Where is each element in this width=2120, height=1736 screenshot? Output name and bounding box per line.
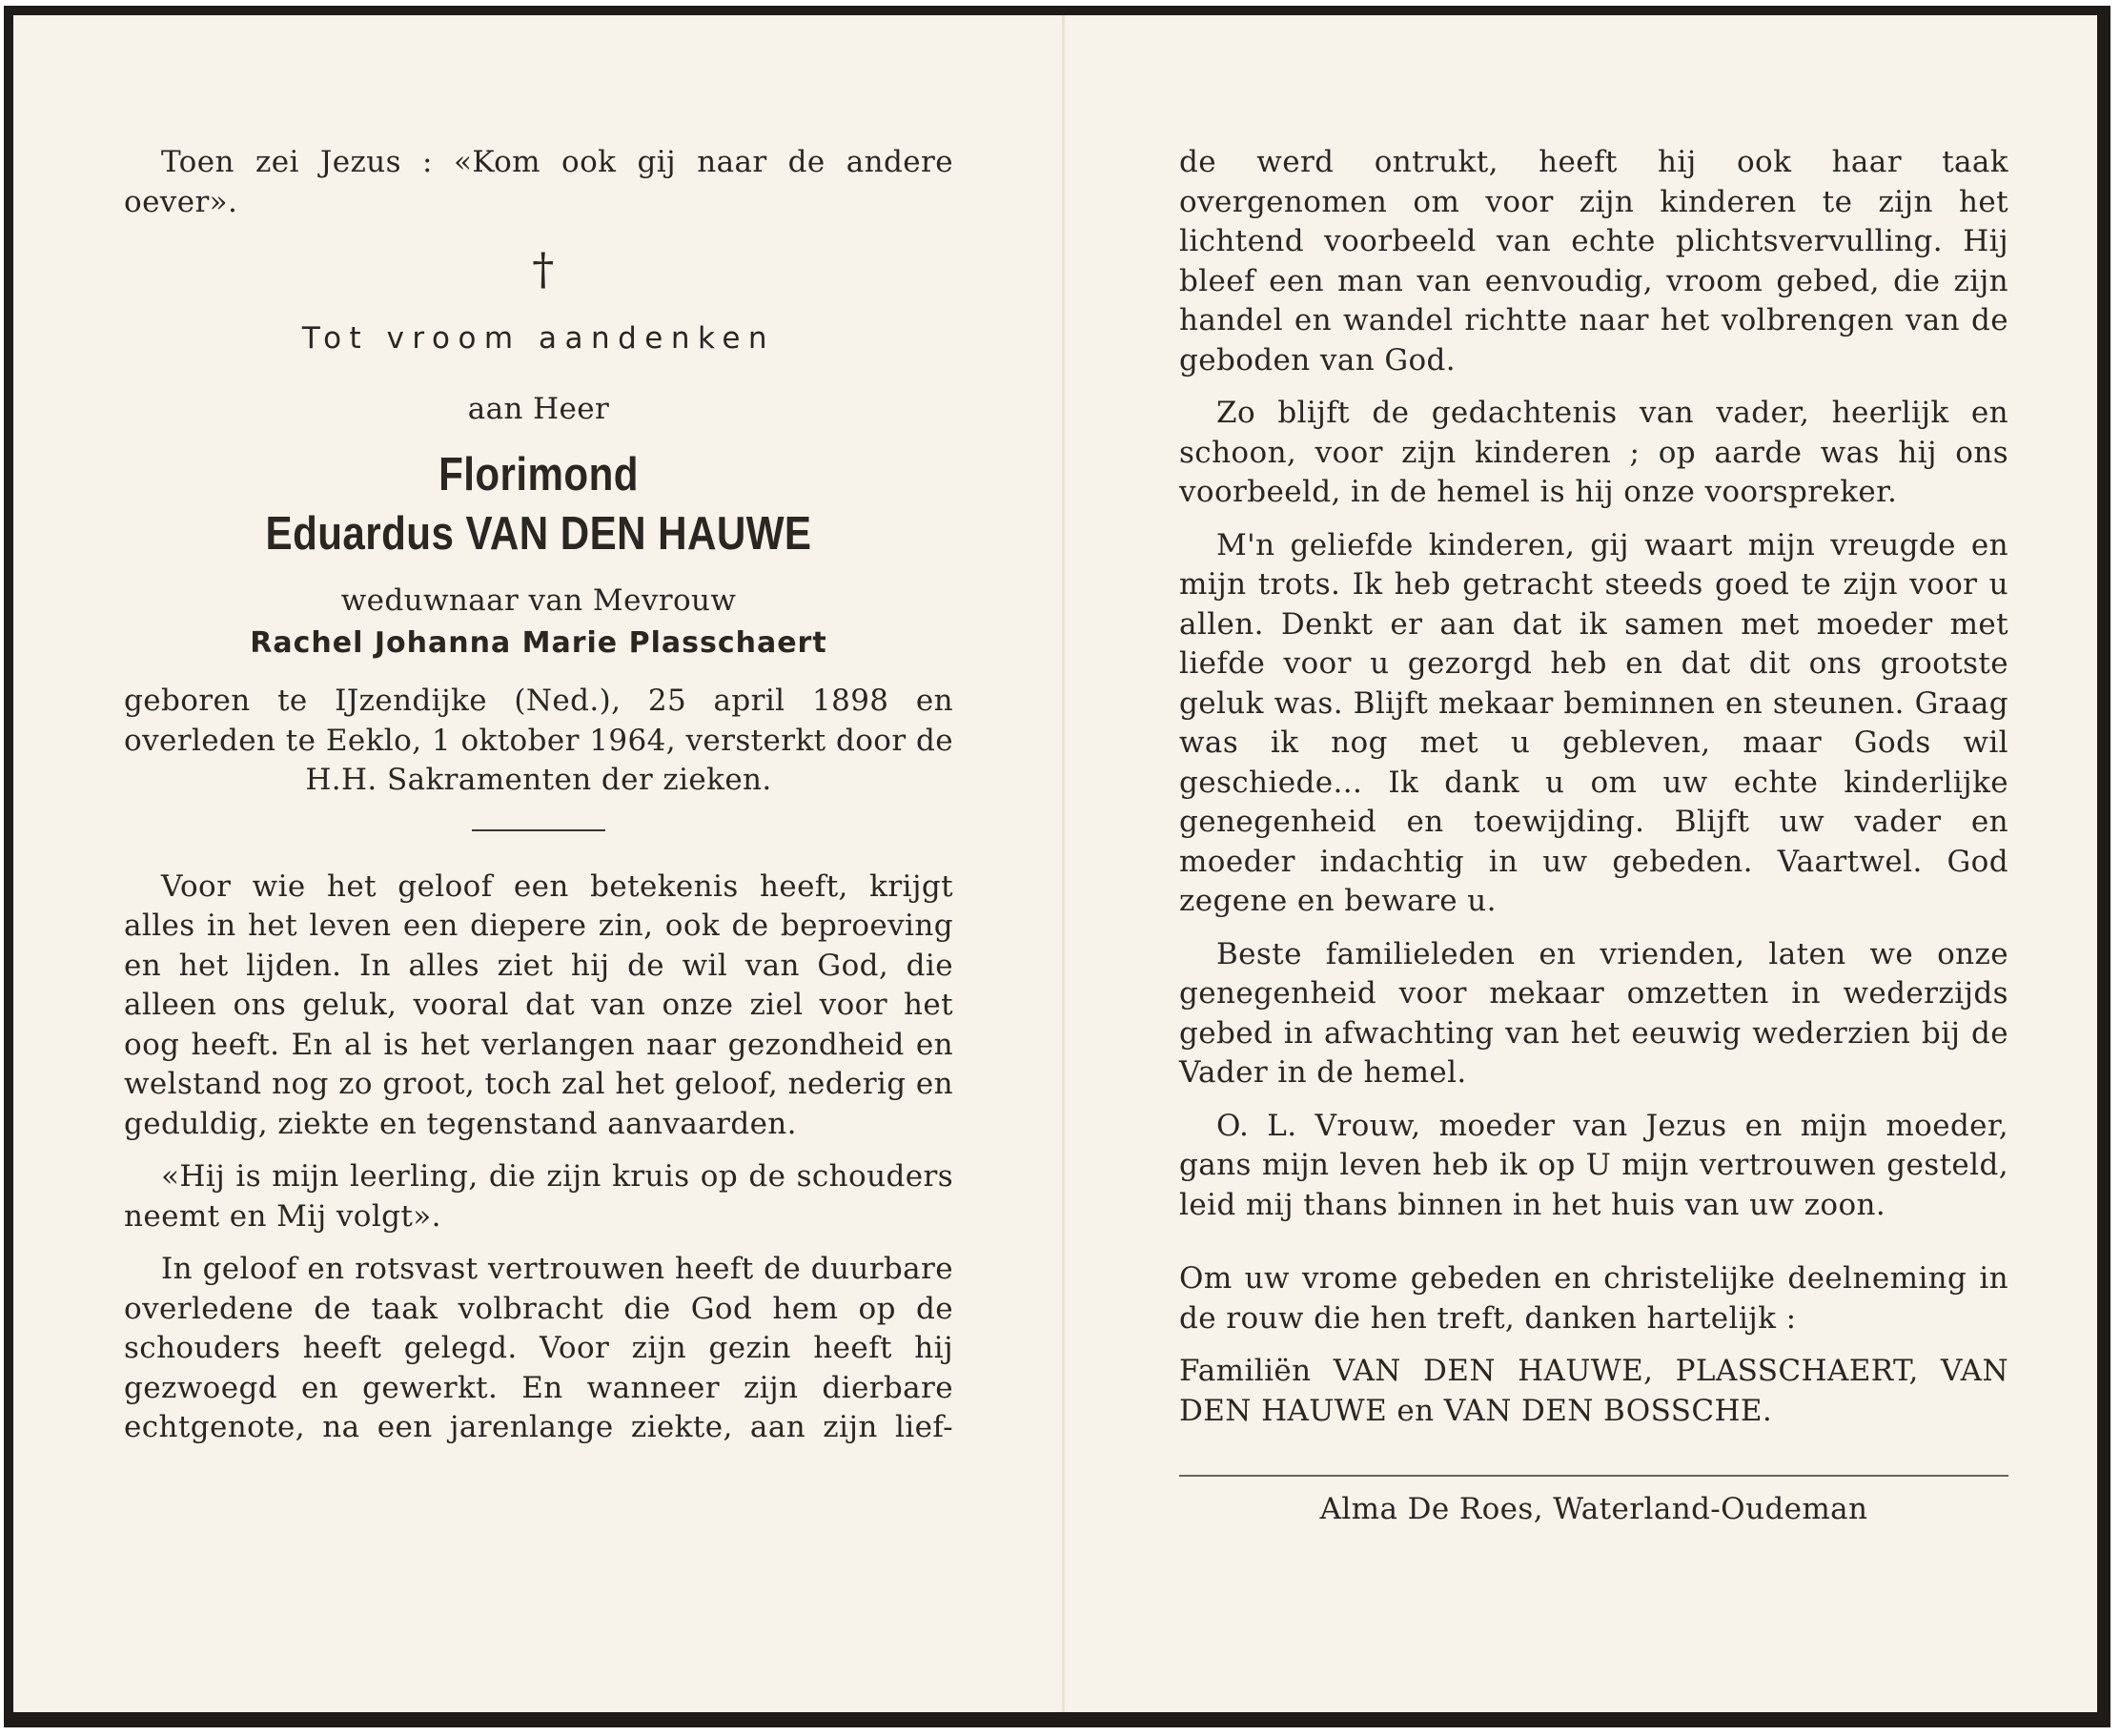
left-panel [124, 143, 953, 1448]
right-panel [1179, 143, 2008, 1530]
memorial-card [4, 6, 2110, 1727]
printer-credit: Alma De Roes, Waterland-Oudeman [1319, 1492, 1868, 1526]
paragraph-children: M'n geliefde kinderen, gij waart mijn vreugde en mijn trots. Ik heb getracht steeds goed te zijn voor u allen. Denkt er aan dat ik samen met moeder met liefde voor u gezorgd heb en dat dit ons grootste geluk was. Blijft mekaar beminnen en steunen. Graag was ik nog met u gebleven, maar Gods wil geschiede... Ik dank u om uw echte kinderlijke genegenheid en toewijding. Blijft uw vader en moeder indachtig in uw gebeden. Vaartwel. God zegene en beware u. [1179, 527, 2008, 918]
deceased-first-name: Florimond [438, 449, 639, 500]
intro-quote: Toen zei Jezus : «Kom ook gij naar de andere oever». [124, 145, 953, 219]
memorial-heading: Tot vroom aandenken [301, 321, 776, 356]
paragraph-trust: In geloof en rotsvast vertrouwen heeft de duurbare overledene de taak volbracht die God hem op de schouders heeft gelegd. Voor zijn gezin heeft hij gezwoegd en gewerkt. En wanneer zijn dierbare echtgenote, na een jarenlange ziekte, aan zijn lief- [124, 1252, 953, 1444]
printer-divider [1179, 1475, 2008, 1477]
paragraph-family: Beste familieleden en vrienden, laten we onze genegenheid voor mekaar omzetten in wederzijds gebed in afwachting van het eeuwig wederzien bij de Vader in de hemel. [1179, 936, 2008, 1090]
sacraments-text: H.H. Sakramenten der zieken. [305, 763, 772, 797]
paragraph-faith: Voor wie het geloof een betekenis heeft, krijgt alles in het leven een diepere zin, ook de beproeving en het lijden. In alles ziet hij de wil van God, die alleen ons geluk, vooral dat van onze ziel voor het oog heeft. En al is het verlangen naar gezondheid en welstand nog zo groot, toch zal het geloof, nederig en geduldig, ziekte en tegenstand aanvaarden. [124, 868, 953, 1141]
paragraph-continuation: de werd ontrukt, heeft hij ook haar taak overgenomen om voor zijn kinderen te zijn het lichtend voorbeeld van echte plichtsvervulling. Hij bleef een man van eenvoudig, vroom gebed, die zijn handel en wandel richtte naar het volbrengen van de geboden van God. [1179, 145, 2008, 378]
paragraph-remembrance: Zo blijft de gedachtenis van vader, heerlijk en schoon, voor zijn kinderen ; op aarde was hij ons voorbeeld, in de hemel is hij onze voorspreker. [1179, 396, 2008, 509]
paragraph-prayer: O. L. Vrouw, moeder van Jezus en mijn moeder, gans mijn leven heb ik op U mijn vertrouwen gesteld, leid mij thans binnen in het huis van uw zoon. [1179, 1108, 2008, 1222]
spouse-name: Rachel Johanna Marie Plasschaert [250, 625, 827, 660]
paragraph-disciple-quote: «Hij is mijn leerling, die zijn kruis op de schouders neemt en Mij volgt». [124, 1159, 953, 1234]
cross-icon: † [532, 243, 555, 295]
widower-line: weduwnaar van Mevrouw [340, 583, 737, 618]
thanks-text: Om uw vrome gebeden en christelijke deelneming in de rouw die hen treft, danken hartelijk : [1179, 1261, 2008, 1336]
families-text: Familiën VAN DEN HAUWE, PLASSCHAERT, VAN DEN HAUWE en VAN DEN BOSSCHE. [1179, 1354, 2008, 1428]
card-paper [13, 15, 2097, 1712]
birth-death-text: geboren te IJzendijke (Ned.), 25 april 1898 en overleden te Eeklo, 1 oktober 1964, versterkt door de [124, 684, 953, 758]
honorific: aan Heer [467, 391, 610, 426]
divider [472, 829, 605, 831]
deceased-full-name: Eduardus VAN DEN HAUWE [265, 508, 812, 560]
center-fold [1062, 15, 1065, 1712]
